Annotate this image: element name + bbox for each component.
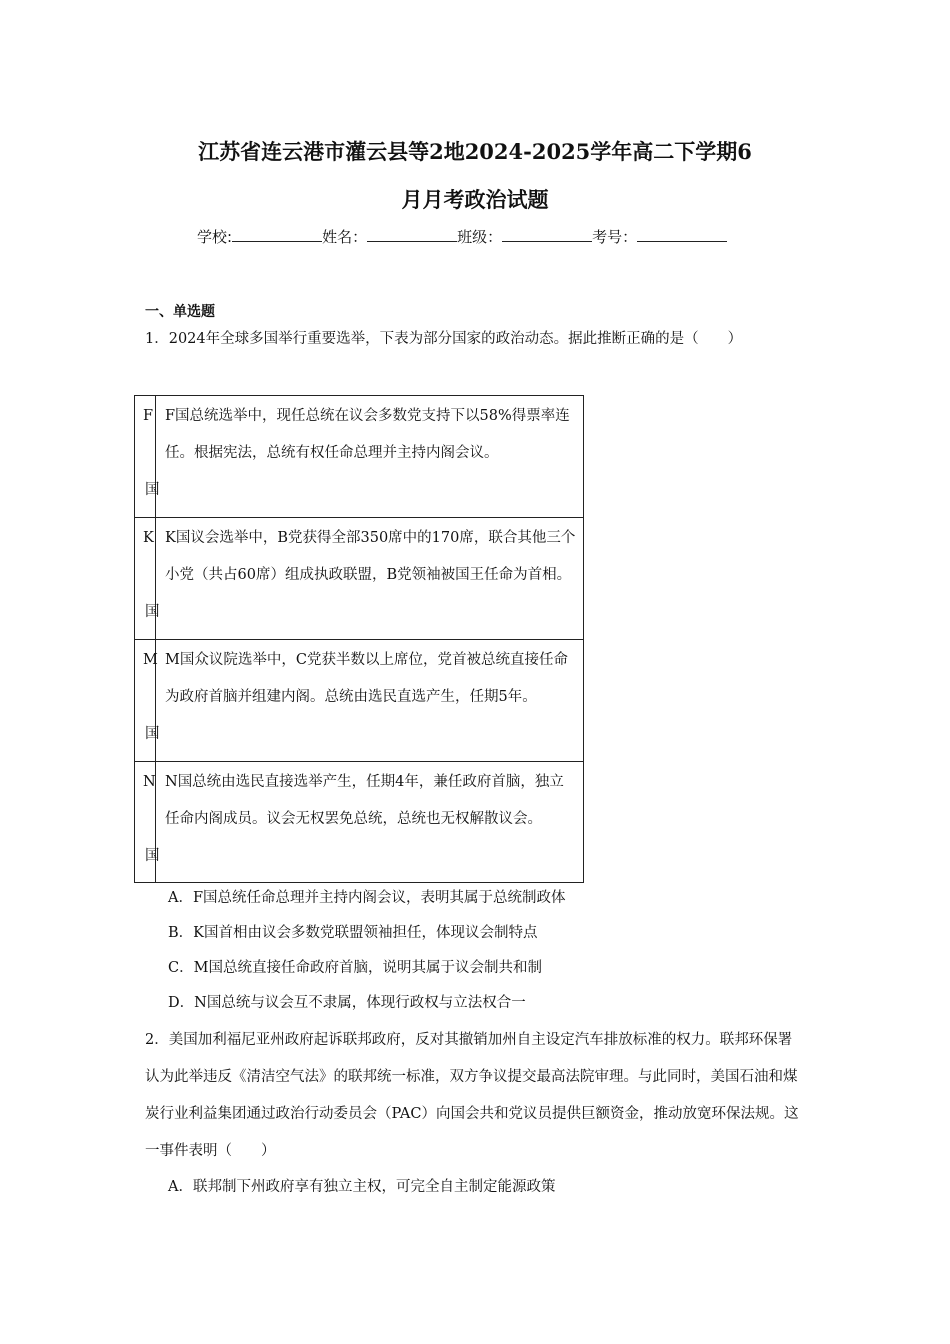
exam-number-label: 考号： — [592, 228, 638, 246]
name-label: 姓名： — [322, 228, 368, 246]
country-cell — [143, 640, 160, 761]
question-2-options — [168, 1170, 555, 1205]
option-b[interactable]: B．K国首相由议会多数党联盟领袖担任，体现议会制特点 — [168, 925, 538, 941]
country-description: M国众议院选举中，C党获半数以上席位，党首被总统直接任命为政府首脑并组建内阁。总统由选民直选产生，任期5年。 — [165, 652, 568, 705]
country-letter: N — [143, 774, 156, 790]
option-a[interactable]: A．F国总统任命总理并主持内阁会议，表明其属于总统制政体 — [168, 890, 566, 906]
question-2-stem: 2．美国加利福尼亚州政府起诉联邦政府，反对其撤销加州自主设定汽车排放标准的权力。联邦环保署认为此举违反《清洁空气法》的联邦统一标准，双方争议提交最高法院审理。与此同时，美国石油和煤炭行业利益集团通过政治行动委员会（PAC）向国会共和党议员提供巨额资金，推动放宽环保法规。这一事件表明（ ） — [145, 1032, 799, 1159]
school-label: 学校: — [197, 228, 233, 246]
country-suffix: 国 — [145, 848, 160, 864]
class-label: 班级： — [457, 228, 503, 246]
question-1-table — [134, 395, 584, 883]
country-letter: M — [143, 652, 158, 668]
exam-number-blank[interactable] — [637, 227, 727, 242]
country-description: N国总统由选民直接选举产生，任期4年，兼任政府首脑，独立任命内阁成员。议会无权罢免总统，总统也无权解散议会。 — [165, 774, 564, 827]
exam-title-line1: 江苏省连云港市灌云县等2地2024-2025学年高二下学期6 — [198, 139, 752, 164]
option-c[interactable]: C．M国总统直接任命政府首脑，说明其属于议会制共和制 — [168, 960, 542, 976]
section-title: 一、单选题 — [145, 304, 215, 320]
table-row — [135, 640, 583, 762]
country-cell — [143, 518, 160, 639]
class-blank[interactable] — [502, 227, 592, 242]
school-blank[interactable] — [232, 227, 322, 242]
country-cell — [143, 762, 160, 882]
table-row — [135, 396, 583, 518]
table-row — [135, 518, 583, 640]
country-suffix: 国 — [145, 726, 160, 742]
country-description: F国总统选举中，现任总统在议会多数党支持下以58%得票率连任。根据宪法，总统有权任命总理并主持内阁会议。 — [165, 408, 570, 461]
country-letter: K — [143, 530, 154, 546]
exam-title-line2: 月月考政治试题 — [401, 187, 549, 212]
name-blank[interactable] — [367, 227, 457, 242]
country-cell — [143, 396, 160, 517]
student-info-line — [197, 227, 727, 247]
question-1-options — [168, 881, 566, 1021]
country-letter: F — [143, 408, 154, 424]
country-suffix: 国 — [145, 604, 160, 620]
table-row — [135, 762, 583, 882]
option-a[interactable]: A．联邦制下州政府享有独立主权，可完全自主制定能源政策 — [168, 1179, 556, 1195]
question-1-stem: 1．2024年全球多国举行重要选举，下表为部分国家的政治动态。据此推断正确的是（ ） — [145, 331, 743, 347]
country-suffix: 国 — [145, 482, 160, 498]
option-d[interactable]: D．N国总统与议会互不隶属，体现行政权与立法权合一 — [168, 995, 526, 1011]
country-description: K国议会选举中，B党获得全部350席中的170席，联合其他三个小党（共占60席）组成执政联盟，B党领袖被国王任命为首相。 — [165, 530, 576, 583]
